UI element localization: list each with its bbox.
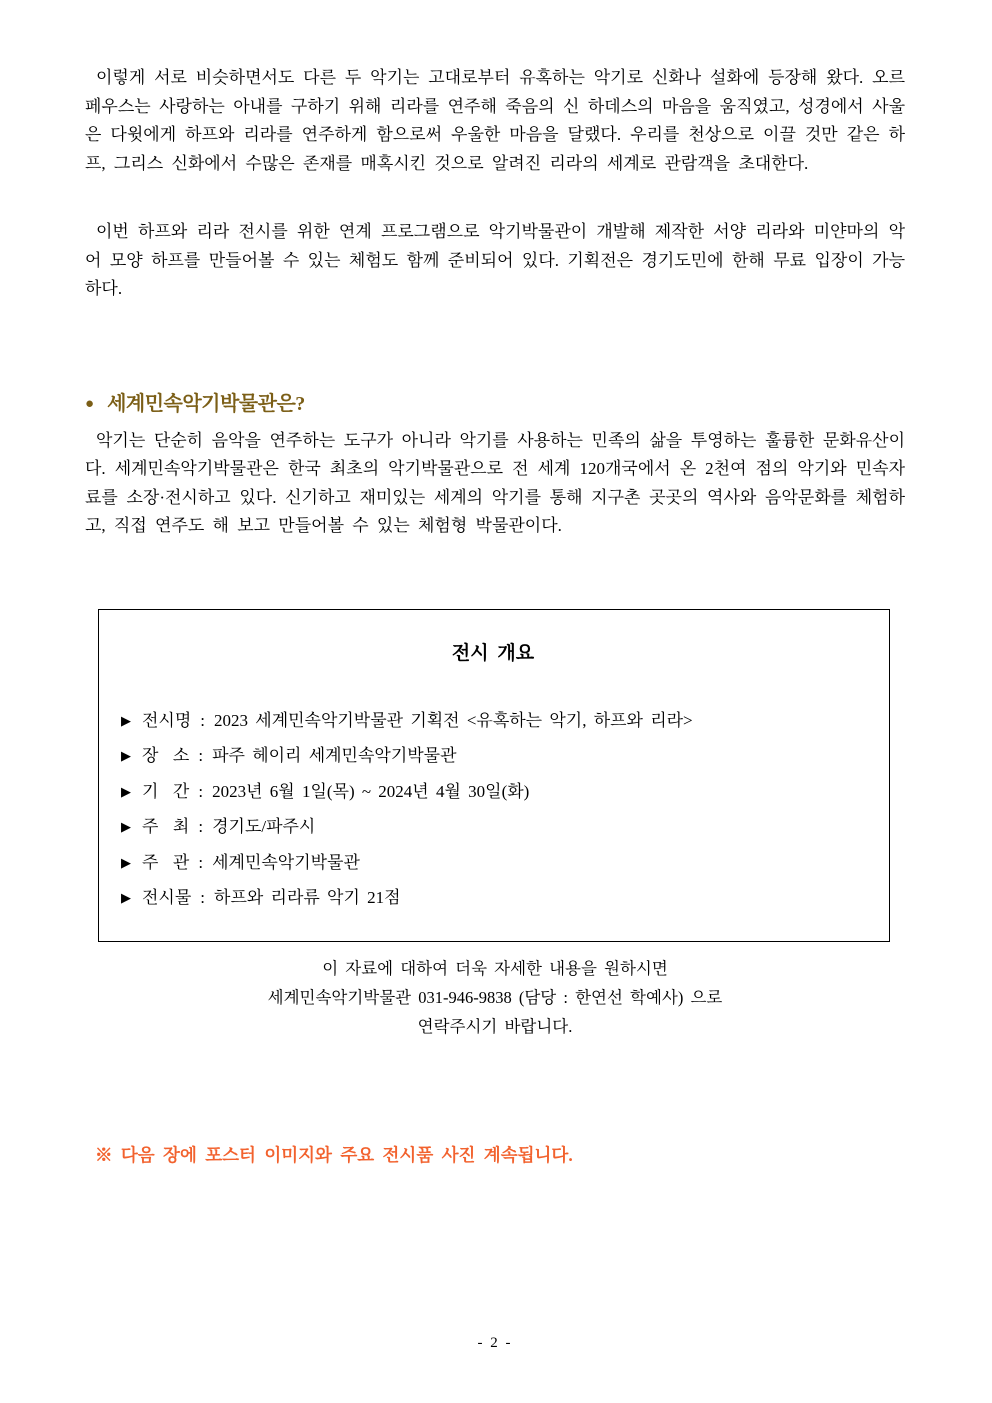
overview-item-row <box>121 810 865 846</box>
overview-item-value: 세계민속악기박물관 <box>212 852 360 872</box>
overview-item-row <box>121 775 865 811</box>
overview-item-separator: : <box>198 852 204 872</box>
triangle-bullet-icon: ▶ <box>121 712 131 728</box>
bullet-icon: ● <box>85 395 95 412</box>
continuation-note: ※ 다음 장에 포스터 이미지와 주요 전시품 사진 계속됩니다. <box>95 1144 573 1165</box>
contact-info <box>85 954 905 1041</box>
overview-item-value: 하프와 리라류 악기 21점 <box>214 888 401 907</box>
overview-item-row <box>121 846 865 882</box>
overview-item-value: 2023년 6월 1일(목) ~ 2024년 4월 30일(화) <box>212 781 530 801</box>
overview-item-label: 장 소 <box>142 746 190 765</box>
exhibition-overview-box <box>98 609 890 942</box>
contact-line-2: 세계민속악기박물관 031-946-9838 (담당 : 한연선 학예사) 으로 <box>267 987 723 1007</box>
overview-item-label: 주 최 <box>142 817 190 836</box>
overview-item-list <box>121 704 865 917</box>
triangle-bullet-icon: ▶ <box>121 854 131 870</box>
overview-item-row <box>121 739 865 775</box>
intro-paragraph-2: 이번 하프와 리라 전시를 위한 연계 프로그램으로 악기박물관이 개발해 제작한 서양 리라와 미얀마의 악어 모양 하프를 만들어볼 수 있는 체험도 함께 준비되어 있다. 기획전은 경기도민에 한해 무료 입장이 가능하다. <box>85 222 905 298</box>
overview-item-separator: : <box>198 817 204 836</box>
overview-item-separator: : <box>200 710 206 730</box>
overview-item-value: 2023 세계민속악기박물관 기획전 <유혹하는 악기, 하프와 리라> <box>214 710 693 730</box>
triangle-bullet-icon: ▶ <box>121 748 131 763</box>
triangle-bullet-icon: ▶ <box>121 819 131 834</box>
overview-item-label: 전시물 <box>142 888 192 907</box>
overview-item-label: 기 간 <box>142 781 190 801</box>
triangle-bullet-icon: ▶ <box>121 783 131 799</box>
overview-item-row <box>121 704 865 740</box>
section-heading-label: 세계민속악기박물관은? <box>107 392 305 415</box>
overview-item-label: 전시명 <box>142 710 192 730</box>
overview-item-separator: : <box>200 888 206 907</box>
overview-item-value: 파주 헤이리 세계민속악기박물관 <box>212 746 457 765</box>
intro-paragraph-1: 이렇게 서로 비슷하면서도 다른 두 악기는 고대로부터 유혹하는 악기로 신화나 설화에 등장해 왔다. 오르페우스는 사랑하는 아내를 구하기 위해 리라를 연주해 죽음의 신 하데스의 마음을 움직였고, 성경에서 사울은 다윗에게 하프와 리라를 연주하게 함으로써 우울한 마음을 달랬다. 우리를 천상으로 이끌 것만 같은 하프, 그리스 신화에서 수많은 존재를 매혹시킨 것으로 알려진 리라의 세계로 관람객을 초대한다. <box>85 68 905 173</box>
section-heading <box>85 390 905 420</box>
overview-item-separator: : <box>198 781 204 801</box>
section-body-paragraph: 악기는 단순히 음악을 연주하는 도구가 아니라 악기를 사용하는 민족의 삶을 투영하는 훌륭한 문화유산이다. 세계민속악기박물관은 한국 최초의 악기박물관으로 전 세계 120개국에서 온 2천여 점의 악기와 민속자료를 소장·전시하고 있다. 신기하고 재미있는 세계의 악기를 통해 지구촌 곳곳의 역사와 음악문화를 체험하고, 직접 연주도 해 보고 만들어볼 수 있는 체험형 박물관이다. <box>85 430 905 535</box>
overview-item-value: 경기도/파주시 <box>212 817 316 836</box>
overview-item-row <box>121 881 865 917</box>
triangle-bullet-icon: ▶ <box>121 890 131 905</box>
overview-item-separator: : <box>198 746 204 765</box>
contact-line-3: 연락주시기 바랍니다. <box>417 1016 573 1036</box>
overview-box-title: 전시 개요 <box>451 642 535 664</box>
contact-line-1: 이 자료에 대하여 더욱 자세한 내용을 원하시면 <box>322 958 668 978</box>
overview-item-label: 주 관 <box>142 852 190 872</box>
page-number: - 2 - <box>477 1334 513 1351</box>
